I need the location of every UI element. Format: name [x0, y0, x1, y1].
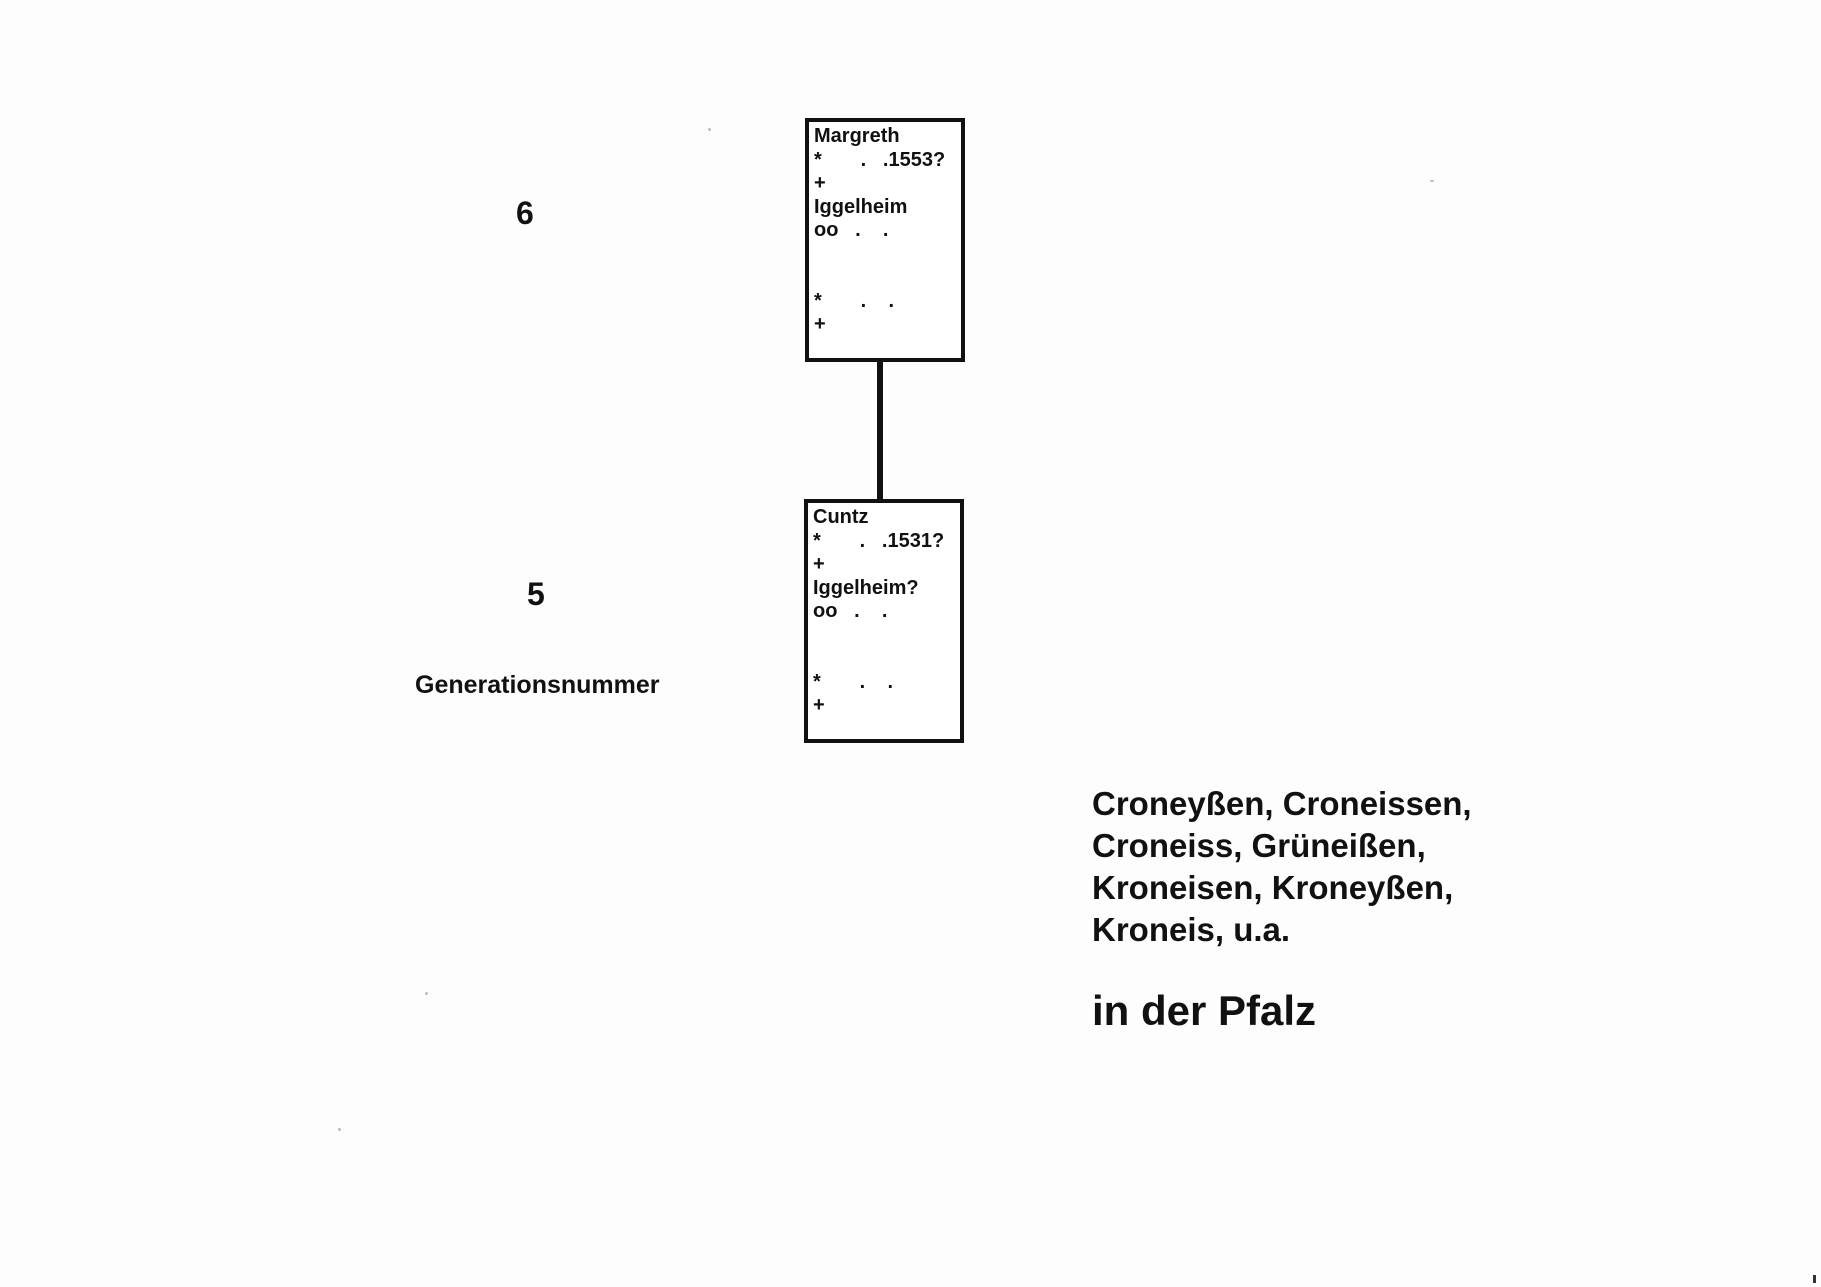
- scan-speck: [338, 1128, 341, 1131]
- scan-speck: [1430, 180, 1434, 182]
- person-marriage: oo . .: [814, 219, 889, 241]
- person-birth: * . .1553?: [814, 148, 946, 171]
- person-death: +: [814, 172, 826, 194]
- person-death: +: [813, 553, 825, 575]
- person-marriage: oo . .: [813, 600, 888, 622]
- scan-speck: [425, 992, 428, 995]
- person-birth: * . .1531?: [813, 529, 945, 552]
- person-name: Cuntz: [813, 506, 869, 528]
- lineage-connector-line: [877, 362, 883, 500]
- scan-speck: [1813, 1275, 1816, 1283]
- region-heading: in der Pfalz: [1092, 987, 1317, 1034]
- generation-number-6: 6: [516, 195, 534, 231]
- spouse-birth: * . .: [814, 289, 895, 312]
- surname-line: Croneiss, Grüneißen,: [1092, 827, 1426, 864]
- generation-number-5: 5: [527, 576, 545, 612]
- box-spacer: [814, 243, 957, 290]
- spouse-birth: * . .: [813, 670, 894, 693]
- surname-line: Kroneis, u.a.: [1092, 911, 1291, 948]
- box-spacer: [813, 624, 956, 671]
- person-box-cuntz: [804, 499, 964, 743]
- person-name: Margreth: [814, 125, 900, 147]
- surname-line: Kroneisen, Kroneyßen,: [1092, 869, 1454, 906]
- person-box-margreth: [805, 118, 965, 362]
- surname-variants: [1092, 783, 1472, 951]
- generation-label: Generationsnummer: [415, 671, 660, 699]
- spouse-death: +: [814, 313, 826, 335]
- surname-line: Croneyßen, Croneissen,: [1092, 785, 1472, 822]
- scan-speck: [708, 128, 711, 131]
- person-place: Iggelheim: [814, 195, 908, 218]
- person-place: Iggelheim?: [813, 576, 919, 599]
- spouse-death: +: [813, 694, 825, 716]
